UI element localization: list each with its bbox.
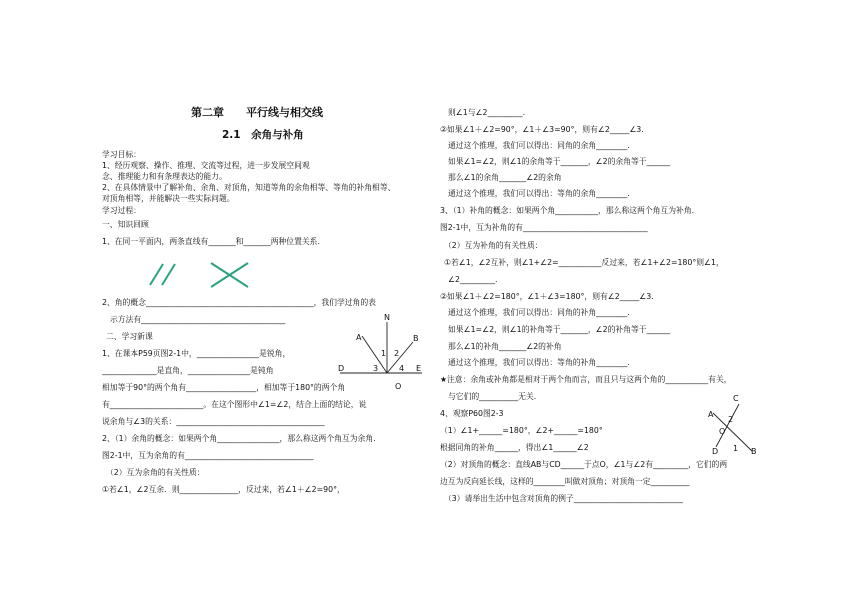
question-2a: 2、角的概念___________________________________________，我们学过角的表 (102, 298, 376, 307)
right-line-1: 则∠1与∠2_________. (448, 108, 526, 117)
goal-2a: 2、在具体情景中了解补角、余角、对顶角，知道等角的余角相等、等角的补角相等、 (102, 183, 396, 192)
part1-heading: 一、知识回顾 (102, 220, 149, 229)
label-a: A (356, 333, 362, 342)
goals-heading: 学习目标： (102, 150, 141, 159)
right-line-19: 4、观察P60图2-3 (440, 409, 504, 418)
right-line-16: 通过这个推理，我们可以得出：等角的补角________. (448, 358, 630, 367)
right-line-7: 3、（1）补角的概念：如果两个角___________，那么称这两个角互为补角. (440, 206, 695, 215)
learn-line-6: 2、（1）余角的概念：如果两个角________________，那么称这两个角互为余角. (102, 434, 376, 443)
label-1: 1 (733, 444, 739, 453)
chapter-title: 第二章 平行线与相交线 (191, 106, 323, 119)
right-line-2: ②如果∠1＋∠2=90°，∠1＋∠3=90°，则有∠2_____∠3. (440, 125, 644, 134)
learn-line-1: 1、在课本P59页图2-1中，________________是锐角， (102, 349, 291, 358)
goal-2b: 对顶角相等，并能解决一些实际问题。 (102, 194, 235, 203)
right-line-18: 与它们的__________无关. (448, 392, 537, 401)
right-line-3: 通过这个推理，我们可以得出：同角的余角________. (448, 141, 630, 150)
right-line-15: 那么∠1的补角_______∠2的补角 (448, 342, 562, 351)
question-2b: 示方法有_____________________________________ (110, 315, 286, 324)
section-title: 2.1 余角与补角 (222, 129, 304, 141)
right-line-14: 如果∠1=∠2，则∠1的补角等于_______，∠2的补角等于______ (448, 325, 670, 334)
label-a: A (708, 410, 714, 419)
right-line-11: ∠2_________. (448, 275, 498, 284)
label-1: 1 (381, 349, 387, 358)
label-3: 3 (373, 364, 379, 373)
label-c: C (733, 394, 739, 403)
label-o: O (719, 427, 726, 436)
right-line-12: ②如果∠1＋∠2=180°，∠1＋∠3=180°，则有∠2_____∠3. (440, 292, 654, 301)
right-line-21: 根据同角的补角______，得出∠1______∠2 (440, 443, 589, 452)
goal-1a: 1、经历观察、操作、推理、交流等过程，进一步发展空间观 (102, 161, 310, 170)
label-n: N (384, 313, 390, 322)
process-heading: 学习过程： (102, 206, 141, 215)
right-line-6: 通过这个推理，我们可以得出：等角的余角________. (448, 189, 630, 198)
part2-heading: 二、学习新课 (106, 332, 153, 341)
goal-1b: 念、推理能力和有条理表达的能力。 (102, 172, 227, 181)
label-e: E (416, 364, 422, 373)
right-line-17: ★注意：余角或补角都是相对于两个角而言，而且只与这两个角的___________有关， (440, 375, 732, 384)
right-line-22: （2）对顶角的概念：直线AB与CD______于点O，∠1与∠2有_________，它们的两 (440, 460, 728, 469)
label-d: D (712, 447, 719, 456)
learn-line-7: 图2-1中，互为余角的有_________________________________ (102, 451, 314, 460)
label-b: B (413, 334, 419, 343)
right-line-24: （3）请举出生活中包含对顶角的例子____________________________ (444, 494, 683, 503)
question-1: 1、在同一平面内，两条直线有_______和_______两种位置关系. (102, 237, 320, 246)
label-d: D (338, 364, 345, 373)
label-4: 4 (399, 364, 405, 373)
right-line-20: （1）∠1+______=180°，∠2+______=180° (440, 426, 603, 435)
line-cd (716, 404, 739, 447)
right-line-8: 图2-1中，互为补角的有________________________________ (440, 223, 648, 232)
right-line-4: 如果∠1=∠2，则∠1的余角等于_______，∠2的余角等于______ (448, 157, 670, 166)
right-line-13: 通过这个推理，我们可以得出：同角的补角________. (448, 308, 630, 317)
learn-line-8: （2）互为余角的有关性质： (106, 468, 205, 477)
right-line-5: 那么∠1的余角_______∠2的余角 (448, 173, 562, 182)
label-2: 2 (394, 349, 400, 358)
label-o: O (395, 382, 402, 391)
label-2: 2 (728, 415, 734, 424)
learn-line-2: ______________是直角，________________是钝角 (102, 366, 274, 375)
right-line-9: （2）互为补角的有关性质： (444, 241, 543, 250)
right-line-10: ①若∠1，∠2互补，则∠1+∠2=___________反过来，若∠1+∠2=180°则∠1， (444, 258, 724, 267)
right-line-23: 边互为反向延长线，这样的________叫做对顶角；对顶角一定__________ (440, 477, 690, 486)
learn-line-5: 说余角与∠3的关系：______________________________________ (102, 417, 325, 426)
learn-line-4: 有________________________。在这个图形中∠1=∠2，结合上面的结论，说 (102, 400, 367, 409)
label-b: B (751, 447, 757, 456)
learn-line-9: ①若∠1，∠2互余．则_______________，反过来，若∠1＋∠2=90°， (102, 485, 345, 494)
learn-line-3: 相加等于90°的两个角有__________________，相加等于180°的两个角 (102, 383, 346, 392)
